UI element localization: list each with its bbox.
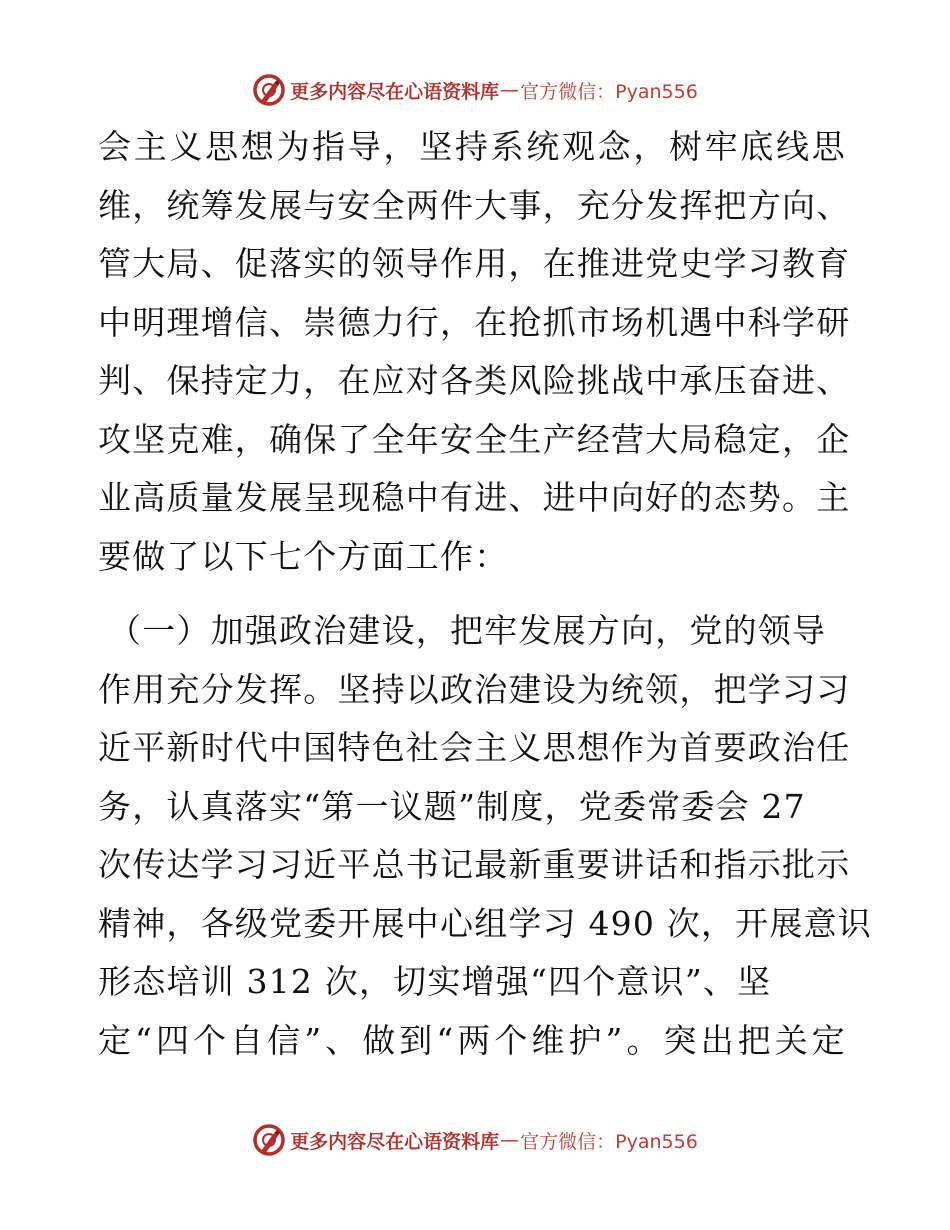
header-wechat-text: 官方微信：Pyan556 [520, 80, 698, 103]
text-line: 要做了以下七个方面工作： [98, 536, 509, 576]
text-line: 维，统筹发展与安全两件大事，充分发挥把方向、 [98, 185, 851, 225]
text-line: 形态培训 312 次，切实增强“四个意识”、坚 [98, 962, 772, 1001]
footer-dash: — [500, 1129, 520, 1151]
header-brand-text: 更多内容尽在心语资料库 [290, 80, 500, 103]
document-body [98, 118, 872, 1070]
text-line: 定“四个自信”、做到“两个维护”。突出把关定 [98, 1020, 846, 1060]
text-line: 中明理增信、崇德力行，在抢抓市场机遇中科学研 [98, 302, 851, 342]
header-dash: — [500, 79, 520, 101]
header-banner [0, 70, 950, 110]
text-line: 精神，各级党委开展中心组学习 490 次，开展意识 [98, 903, 872, 943]
text-line: 务，认真落实“第一议题”制度，党委常委会 27 [98, 786, 806, 826]
paragraph-2 [98, 602, 872, 1070]
text-line: 会主义思想为指导，坚持系统观念，树牢底线思 [98, 127, 846, 166]
footer-wechat-text: 官方微信：Pyan556 [520, 1130, 698, 1153]
text-line: 管大局、促落实的领导作用，在推进党史学习教育 [98, 244, 851, 283]
pen-circle-logo-icon [252, 73, 286, 107]
footer-banner [0, 1120, 950, 1160]
section-heading-line: （一）加强政治建设，把牢发展方向，党的领导 [108, 611, 827, 650]
paragraph-1 [98, 118, 858, 586]
text-line: 业高质量发展呈现稳中有进、进中向好的态势。主 [98, 478, 851, 517]
footer-brand-text: 更多内容尽在心语资料库 [290, 1130, 500, 1153]
text-line: 攻坚克难，确保了全年安全生产经营大局稳定，企 [98, 419, 851, 459]
text-line: 作用充分发挥。坚持以政治建设为统领，把学习习 [98, 669, 851, 709]
text-line: 近平新时代中国特色社会主义思想作为首要政治任 [98, 728, 851, 767]
text-line: 判、保持定力，在应对各类风险挑战中承压奋进、 [98, 361, 851, 400]
pen-circle-logo-icon [252, 1123, 286, 1157]
text-line: 次传达学习习近平总书记最新重要讲话和指示批示 [98, 845, 851, 884]
